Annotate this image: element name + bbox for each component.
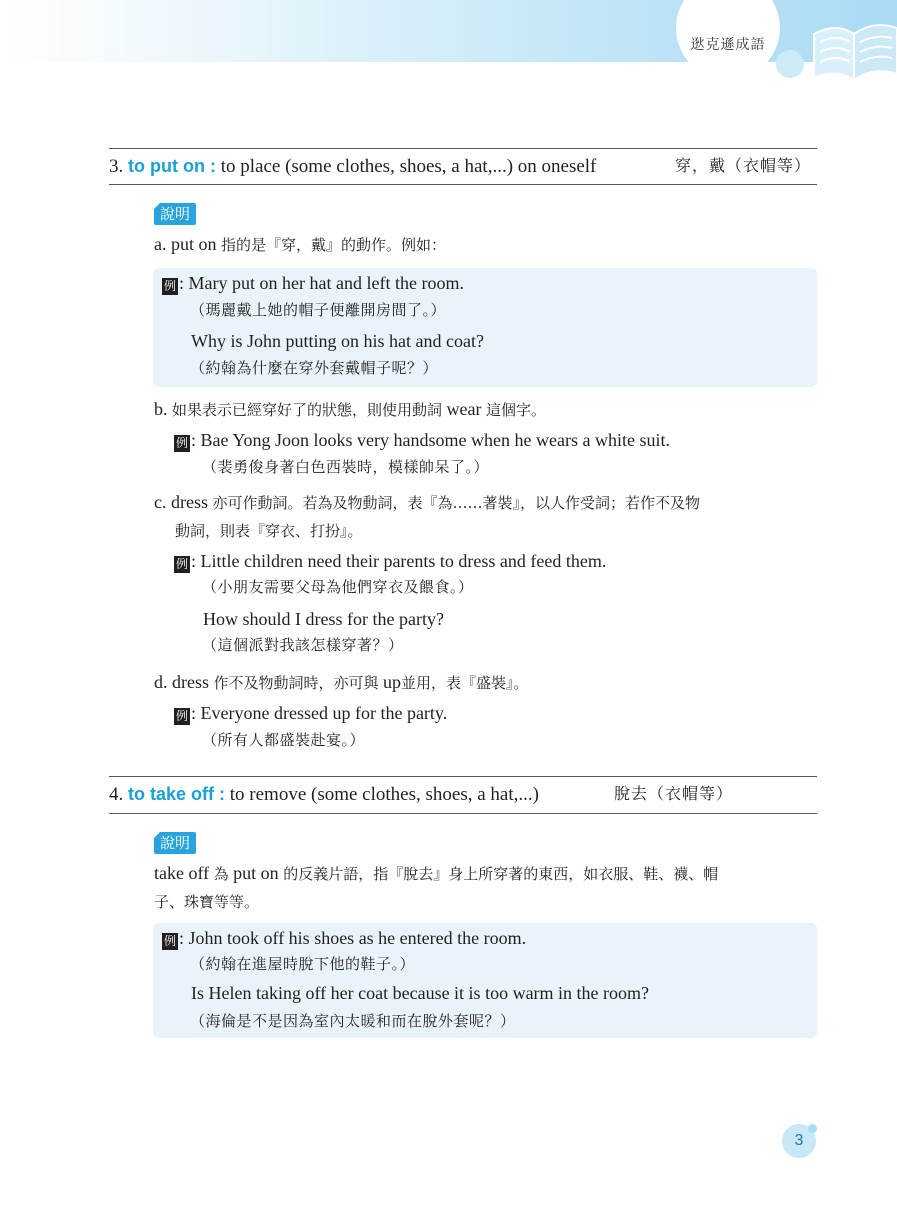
example-en: Little children need their parents to dress and feed them. <box>200 551 607 571</box>
note-text-en: dress <box>172 672 209 692</box>
entry-definition: to place (some clothes, shoes, a hat,...) on oneself <box>220 156 597 177</box>
example-sentence: Is Helen taking off her coat because it is too warm in the room? <box>191 983 650 1003</box>
explanation-badge: 說明 <box>154 832 196 854</box>
note-label: c. <box>154 492 167 512</box>
note-label: d. <box>154 672 168 692</box>
example-sentence: 例 : Little children need their parents to dress and feed them. <box>175 551 607 571</box>
note-b <box>154 396 817 424</box>
example-en: Everyone dressed up for the party. <box>200 703 448 723</box>
entry-meaning-zh: 穿，戴（衣帽等） <box>674 156 811 175</box>
book-title: 逖克遜成語 <box>690 37 766 53</box>
entry-3-top-rule <box>109 148 817 149</box>
entry-meaning-zh: 脫去（衣帽等） <box>614 784 734 803</box>
explanation-badge: 說明 <box>154 203 196 225</box>
note-text-en: wear <box>446 399 482 419</box>
note-text-en: take off <box>154 863 210 883</box>
note-text-en: dress <box>171 492 208 512</box>
example-sentence: 例 : Bae Yong Joon looks very handsome when he wears a white suit. <box>175 430 670 450</box>
example-sentence: 例 : Mary put on her hat and left the room. <box>163 273 464 293</box>
open-book-icon <box>806 4 897 84</box>
page-number-dot <box>808 1124 817 1133</box>
entry-4-bottom-rule <box>109 813 817 814</box>
page-number: 3 <box>782 1124 816 1158</box>
example-translation: （小朋友需要父母為他們穿衣及餵食。） <box>202 578 474 596</box>
note-text-zh: 動詞，則表『穿衣、打扮』。 <box>175 522 363 540</box>
example-en: Bae Yong Joon looks very handsome when he wears a white suit. <box>200 430 670 450</box>
example-translation: （所有人都盛裝赴宴。） <box>202 731 366 749</box>
entry-definition: to remove (some clothes, shoes, a hat,...) <box>229 784 539 805</box>
example-translation: （約翰在進屋時脫下他的鞋子。） <box>190 955 416 973</box>
example-mark-icon: 例 <box>175 436 188 450</box>
example-translation: （裴勇俊身著白色西裝時，模樣帥呆了。） <box>202 458 490 476</box>
note-text-zh: 亦可作動詞。若為及物動詞，表『為……著裝』，以人作受詞；若作不及物 <box>212 494 701 512</box>
entry-number: 3. <box>109 156 124 177</box>
note-label: b. <box>154 399 168 419</box>
example-mark-icon: 例 <box>175 557 188 571</box>
header-dot <box>776 50 804 78</box>
note-d <box>154 669 817 697</box>
note-text-en: put on <box>233 863 279 883</box>
example-translation: （約翰為什麼在穿外套戴帽子呢？） <box>190 359 439 377</box>
note-text-zh: 子、珠寶等等。 <box>154 893 260 911</box>
example-mark-icon: 例 <box>163 279 176 293</box>
note-text-en: put on <box>171 234 217 254</box>
entry-keyword: to take off : <box>128 784 225 804</box>
example-translation: （海倫是不是因為室內太暖和而在脫外套呢？） <box>190 1012 516 1030</box>
note-text-en: up <box>383 672 402 692</box>
entry-number: 4. <box>109 784 124 805</box>
entry-4-top-rule <box>109 776 817 777</box>
note-take-off <box>154 860 817 916</box>
example-en: Mary put on her hat and left the room. <box>188 273 464 293</box>
example-translation: （瑪麗戴上她的帽子便離開房間了。） <box>190 301 447 319</box>
note-a <box>154 231 817 259</box>
entry-4-heading <box>109 779 817 809</box>
example-mark-icon: 例 <box>163 934 176 948</box>
example-sentence: How should I dress for the party? <box>203 609 444 629</box>
entry-3-bottom-rule <box>109 184 817 185</box>
note-text-zh: 作不及物動詞時，亦可與 <box>213 674 379 692</box>
note-c <box>154 489 817 545</box>
example-sentence: 例 : John took off his shoes as he entered the room. <box>163 928 527 948</box>
note-text-zh: 如果表示已經穿好了的狀態，則使用動詞 <box>172 401 443 419</box>
note-text-zh: 並用，表『盛裝』。 <box>401 674 529 692</box>
example-sentence: Why is John putting on his hat and coat? <box>191 331 484 351</box>
note-text-zh: 指的是『穿，戴』的動作。例如： <box>221 236 447 254</box>
note-label: a. <box>154 234 167 254</box>
example-sentence: 例 : Everyone dressed up for the party. <box>175 703 448 723</box>
note-text-zh: 為 <box>213 865 229 883</box>
note-text-zh: 這個字。 <box>486 401 547 419</box>
example-translation: （這個派對我該怎樣穿著？） <box>202 636 404 654</box>
example-mark-icon: 例 <box>175 709 188 723</box>
entry-3-heading <box>109 151 817 181</box>
note-text-zh: 的反義片語，指『脫去』身上所穿著的東西，如衣服、鞋、襪、帽 <box>283 865 719 883</box>
example-en: John took off his shoes as he entered the room. <box>188 928 527 948</box>
entry-keyword: to put on : <box>128 156 216 176</box>
